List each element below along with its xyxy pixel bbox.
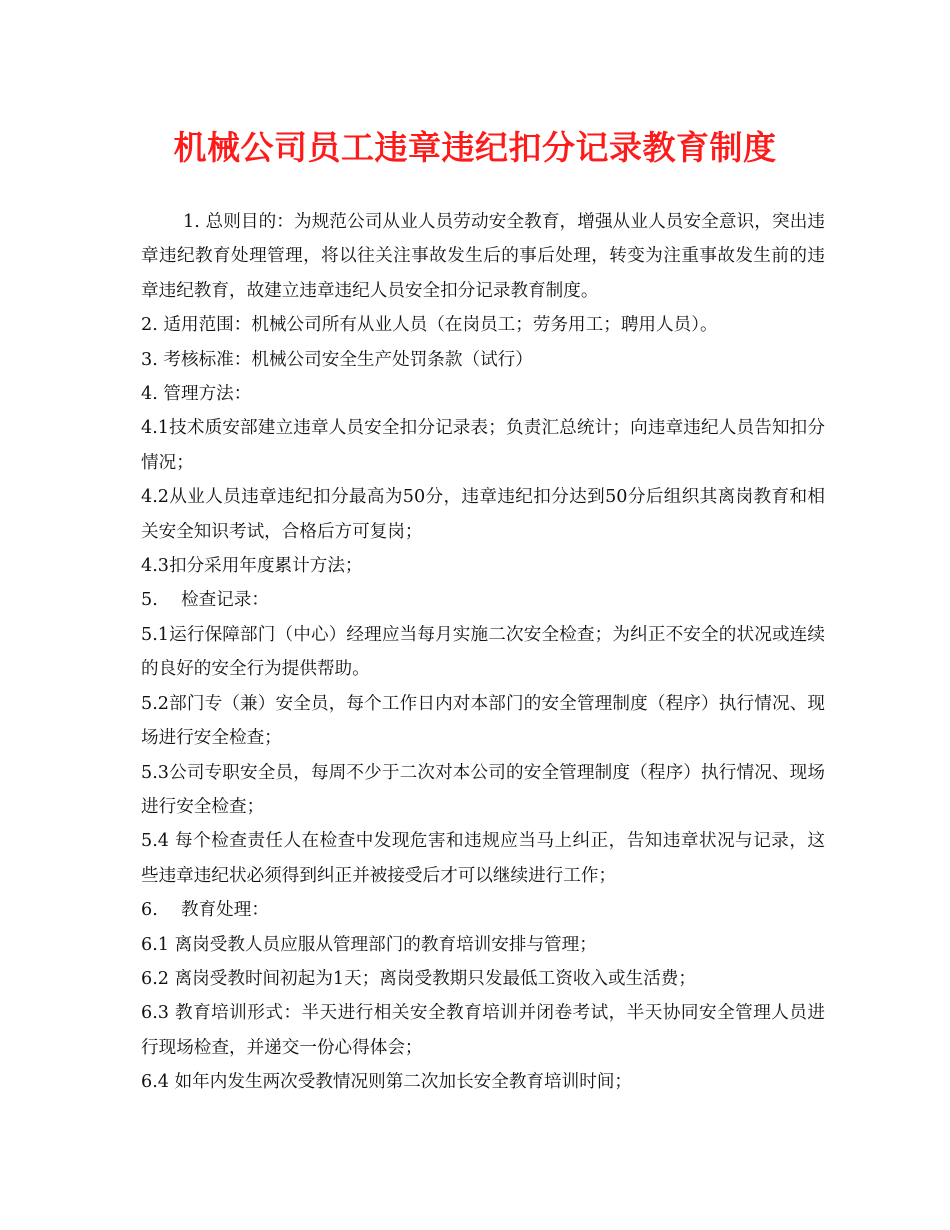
paragraph: 3. 考核标准：机械公司安全生产处罚条款（试行）	[141, 349, 533, 370]
paragraph: 5. 检查记录：	[141, 590, 269, 611]
paragraph: 2. 适用范围：机械公司所有从业人员（在岗员工；劳务用工；聘用人员）。	[141, 315, 718, 336]
paragraph: 4.3扣分采用年度累计方法；	[141, 556, 363, 577]
paragraph: 4.2从业人员违章违纪扣分最高为50分，违章违纪扣分达到50分后组织其离岗教育和相关安全知识考试，合格后方可复岗；	[141, 487, 825, 542]
paragraph: 4. 管理方法：	[141, 384, 252, 405]
paragraph: 5.4 每个检查责任人在检查中发现危害和违规应当马上纠正，告知违章状况与记录，这些违章违纪状必须得到纠正并被接受后才可以继续进行工作；	[141, 831, 825, 886]
paragraph: 6.4 如年内发生两次受教情况则第二次加长安全教育培训时间；	[141, 1072, 633, 1093]
paragraph: 5.3公司专职安全员，每周不少于二次对本公司的安全管理制度（程序）执行情况、现场进行安全检查；	[141, 762, 825, 817]
paragraph: 5.1运行保障部门（中心）经理应当每月实施二次安全检查；为纠正不安全的状况或连续的良好的安全行为提供帮助。	[141, 624, 825, 680]
paragraph: 6. 教育处理：	[141, 900, 269, 921]
paragraph: 6.3 教育培训形式：半天进行相关安全教育培训并闭卷考试，半天协同安全管理人员进行现场检查，并递交一份心得体会；	[141, 1003, 825, 1058]
paragraph: 5.2部门专（兼）安全员，每个工作日内对本部门的安全管理制度（程序）执行情况、现场进行安全检查；	[141, 693, 825, 749]
paragraph: 6.2 离岗受教时间初起为1天；离岗受教期只发最低工资收入或生活费；	[141, 968, 696, 989]
paragraph: 4.1技术质安部建立违章人员安全扣分记录表；负责汇总统计；向违章违纪人员告知扣分情况；	[141, 418, 825, 473]
paragraph: 6.1 离岗受教人员应服从管理部门的教育培训安排与管理；	[141, 934, 597, 955]
document-body	[141, 205, 825, 1100]
document-title: 机械公司员工违章违纪扣分记录教育制度	[173, 128, 777, 167]
paragraph: 1. 总则目的：为规范公司从业人员劳动安全教育，增强从业人员安全意识，突出违章违纪教育处理管理，将以往关注事故发生后的事后处理，转变为注重事故发生前的违章违纪教育，故建立违章违纪人员安全扣分记录教育制度。	[141, 212, 825, 301]
